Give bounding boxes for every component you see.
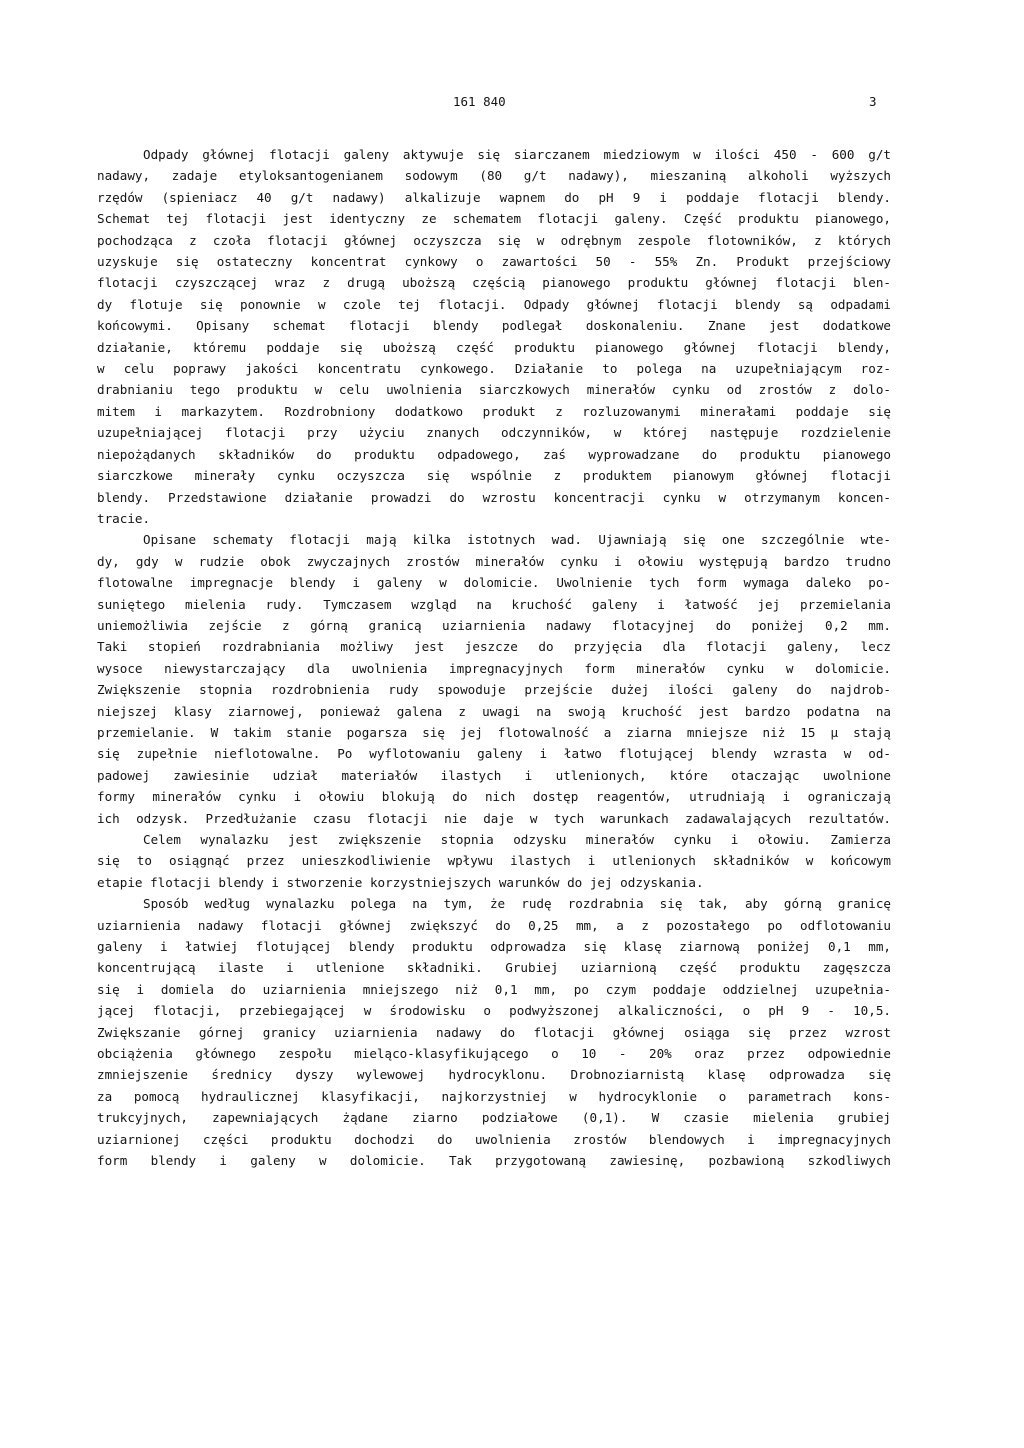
text-line: tracie. bbox=[97, 510, 151, 526]
text-line: trukcyjnych, zapewniających żądane ziarno podziałowe (0,1). W czasie mielenia grubiej bbox=[97, 1110, 891, 1126]
text-line: pochodząca z czoła flotacji głównej oczyszcza się w odrębnym zespole flotowników, z których bbox=[97, 232, 891, 248]
text-line: uzyskuje się ostateczny koncentrat cynkowy o zawartości 50 - 55% Zn. Produkt przejściowy bbox=[97, 254, 891, 270]
text-line: Schemat tej flotacji jest identyczny ze schematem flotacji galeny. Część produktu pianowego, bbox=[97, 211, 891, 227]
text-line: Celem wynalazku jest zwiększenie stopnia odzysku minerałów cynku i ołowiu. Zamierza bbox=[143, 832, 891, 847]
text-line: uzupełniającej flotacji przy użyciu znanych odczynników, w której następuje rozdzielenie bbox=[97, 425, 891, 441]
text-line: Odpady głównej flotacji galeny aktywuje się siarczanem miedziowym w ilości 450 - 600 g/t bbox=[143, 147, 891, 162]
text-line: Zwiększanie górnej granicy uziarnienia nadawy do flotacji głównej osiąga się przez wzrost bbox=[97, 1024, 891, 1040]
text-line: uziarnienia nadawy flotacji głównej zwiększyć do 0,25 mm, a z pozostałego po odflotowaniu bbox=[97, 917, 891, 933]
text-line: za pomocą hydraulicznej klasyfikacji, najkorzystniej w hydrocyklonie o parametrach kons- bbox=[97, 1088, 891, 1104]
text-line: nadawy, zadaje etyloksantogenianem sodowym (80 g/t nadawy), mieszaniną alkoholi wyższych bbox=[97, 168, 891, 184]
page-header bbox=[0, 94, 1024, 114]
text-line: dy flotuje się ponownie w czole tej flotacji. Odpady głównej flotacji blendy są odpadami bbox=[97, 296, 891, 312]
text-line: ich odzysk. Przedłużanie czasu flotacji nie daje w tych warunkach zadawalających rezultatów. bbox=[97, 810, 891, 826]
text-line: Sposób według wynalazku polega na tym, że rudę rozdrabnia się tak, aby górną granicę bbox=[143, 896, 891, 912]
text-line: koncentrującą ilaste i utlenione składniki. Grubiej uziarnioną część produktu zagęszcza bbox=[97, 960, 891, 976]
text-line: niejszej klasy ziarnowej, ponieważ galena z uwagi na swoją kruchość jest bardzo podatna na bbox=[97, 703, 891, 719]
body-text bbox=[97, 144, 891, 1172]
text-line: się i domiela do uziarnienia mniejszego niż 0,1 mm, po czym poddaje oddzielnej uzupełnia- bbox=[97, 981, 891, 997]
text-line: się zupełnie nieflotowalne. Po wyflotowaniu galeny i łatwo flotującej blendy wzrasta w od- bbox=[97, 746, 891, 762]
text-line: się to osiągnąć przez unieszkodliwienie wpływu ilastych i utlenionych składników w końcowym bbox=[97, 853, 891, 869]
text-line: uziarnionej części produktu dochodzi do uwolnienia zrostów blendowych i impregnacyjnych bbox=[97, 1131, 891, 1147]
text-line: suniętego mielenia rudy. Tymczasem wzgląd na kruchość galeny i łatwość jej przemielania bbox=[97, 596, 891, 612]
text-line: obciążenia głównego zespołu mieląco-klasyfikującego o 10 - 20% oraz przez odpowiednie bbox=[97, 1046, 891, 1062]
page-number: 3 bbox=[869, 94, 877, 109]
text-line: końcowymi. Opisany schemat flotacji blendy podlegał doskonaleniu. Znane jest dodatkowe bbox=[97, 318, 891, 334]
text-line: drabnianiu tego produktu w celu uwolnienia siarczkowych minerałów cynku od zrostów z dolo- bbox=[97, 382, 891, 398]
text-line: Zwiększenie stopnia rozdrobnienia rudy spowoduje przejście dużej ilości galeny do najdrob- bbox=[97, 682, 891, 698]
text-line: rzędów (spieniacz 40 g/t nadawy) alkalizuje wapnem do pH 9 i poddaje flotacji blendy. bbox=[97, 189, 891, 205]
text-line: w celu poprawy jakości koncentratu cynkowego. Działanie to polega na uzupełniającym roz- bbox=[97, 361, 891, 377]
text-line: padowej zawiesinie udział materiałów ilastych i utlenionych, które otaczając uwolnione bbox=[97, 767, 891, 783]
text-line: przemielanie. W takim stanie pogarsza się jej flotowalność a ziarna mniejsze niż 15 µ stają bbox=[97, 724, 891, 740]
text-line: flotacji czyszczącej wraz z drugą uboższą częścią pianowego produktu głównej flotacji blen- bbox=[97, 275, 891, 291]
text-line: wysoce niewystarczający dla uwolnienia impregnacyjnych form minerałów cynku w dolomicie. bbox=[97, 660, 891, 676]
text-line: działanie, któremu poddaje się uboższą część produktu pianowego głównej flotacji blendy, bbox=[97, 339, 891, 355]
text-line: galeny i łatwiej flotującej blendy produktu odprowadza się klasę ziarnową poniżej 0,1 mm, bbox=[97, 939, 891, 955]
text-line: mitem i markazytem. Rozdrobniony dodatkowo produkt z rozluzowanymi minerałami poddaje się bbox=[97, 403, 891, 419]
text-line: Taki stopień rozdrabniania możliwy jest jeszcze do przyjęcia dla flotacji galeny, lecz bbox=[97, 639, 891, 655]
text-line: niepożądanych składników do produktu odpadowego, zaś wyprowadzane do produktu pianowego bbox=[97, 446, 891, 462]
text-line: siarczkowe minerały cynku oczyszcza się wspólnie z produktem pianowym głównej flotacji bbox=[97, 468, 891, 484]
text-line: blendy. Przedstawione działanie prowadzi do wzrostu koncentracji cynku w otrzymanym koncen- bbox=[97, 489, 891, 505]
text-line: Opisane schematy flotacji mają kilka istotnych wad. Ujawniają się one szczególnie wte- bbox=[143, 532, 891, 548]
text-line: jącej flotacji, przebiegającej w środowisku o podwyższonej alkaliczności, o pH 9 - 10,5. bbox=[97, 1003, 891, 1019]
text-line: etapie flotacji blendy i stworzenie korzystniejszych warunków do jej odzyskania. bbox=[97, 874, 704, 890]
text-line: dy, gdy w rudzie obok zwyczajnych zrostów minerałów cynku i ołowiu występują bardzo trudno bbox=[97, 553, 891, 569]
text-line: formy minerałów cynku i ołowiu blokują do nich dostęp reagentów, utrudniają i ograniczają bbox=[97, 789, 891, 805]
patent-number: 161 840 bbox=[453, 94, 506, 109]
text-line: form blendy i galeny w dolomicie. Tak przygotowaną zawiesinę, pozbawioną szkodliwych bbox=[97, 1153, 891, 1169]
text-line: flotowalne impregnacje blendy i galeny w dolomicie. Uwolnienie tych form wymaga daleko po- bbox=[97, 575, 891, 591]
text-line: zmniejszenie średnicy dyszy wylewowej hydrocyklonu. Drobnoziarnistą klasę odprowadza się bbox=[97, 1067, 891, 1083]
text-line: uniemożliwia zejście z górną granicą uziarnienia nadawy flotacyjnej do poniżej 0,2 mm. bbox=[97, 617, 891, 633]
